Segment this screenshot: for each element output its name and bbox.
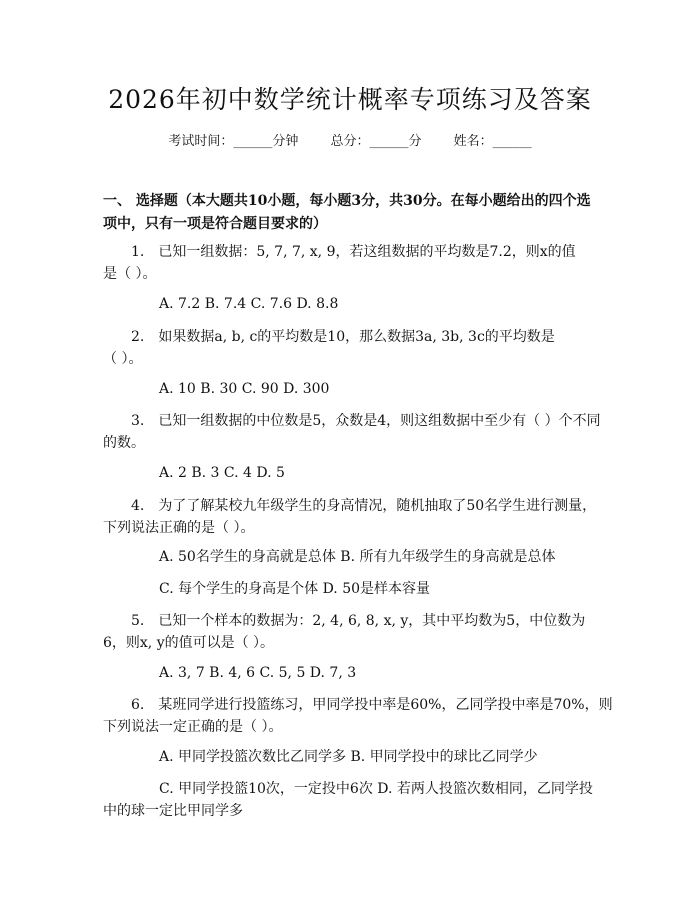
question-2-text: 2. 如果数据a, b, c的平均数是10，那么数据3a, 3b, 3c的平均数是 (131, 329, 555, 345)
question-3-text-cont: 的数。 (103, 435, 145, 451)
question-6-options-cd: C. 甲同学投篮10次，一定投中6次 D. 若两人投篮次数相同，乙同学投 (159, 781, 593, 797)
question-3-text: 3. 已知一组数据的中位数是5，众数是4，则这组数据中至少有（ ）个不同 (131, 413, 601, 429)
question-4-options-ab: A. 50名学生的身高就是总体 B. 所有九年级学生的身高就是总体 (159, 549, 556, 565)
document-title: 2026年初中数学统计概率专项练习及答案 (108, 85, 592, 114)
question-6-options-cont: 中的球一定比甲同学多 (103, 803, 243, 819)
section-heading: 一、 选择题（本大题共10小题，每小题3分，共30分。在每小题给出的四个选项中，只有一项是符合题目要求的） (103, 193, 591, 232)
student-name-field: 姓名：______ (453, 134, 532, 149)
question-5-text: 5. 已知一个样本的数据为：2, 4, 6, 8, x, y，其中平均数为5，中位数为 (131, 613, 586, 629)
question-6-text: 6. 某班同学进行投篮练习，甲同学投中率是60%，乙同学投中率是70%，则 (131, 697, 613, 713)
total-score-field: 总分：______分 (330, 134, 422, 149)
question-5-text-cont: 6，则x, y的值可以是（ ）。 (103, 635, 275, 651)
exam-time-field: 考试时间：______分钟 (168, 134, 299, 149)
question-1-text-cont: 是（ ）。 (103, 266, 157, 282)
question-5-options: A. 3, 7 B. 4, 6 C. 5, 5 D. 7, 3 (159, 665, 357, 681)
question-2-text-cont: （ ）。 (103, 351, 143, 367)
question-6-options-ab: A. 甲同学投篮次数比乙同学多 B. 甲同学投中的球比乙同学少 (159, 749, 538, 765)
question-1-options: A. 7.2 B. 7.4 C. 7.6 D. 8.8 (159, 296, 339, 312)
question-3-options: A. 2 B. 3 C. 4 D. 5 (159, 465, 285, 481)
question-4-text-cont: 下列说法正确的是（ ）。 (103, 520, 255, 536)
question-4-options-cd: C. 每个学生的身高是个体 D. 50是样本容量 (159, 581, 431, 597)
question-4-text: 4. 为了了解某校九年级学生的身高情况，随机抽取了50名学生进行测量， (131, 498, 597, 514)
exam-info-line (0, 132, 700, 152)
question-6-text-cont: 下列说法一定正确的是（ ）。 (103, 719, 283, 735)
question-1-text: 1. 已知一组数据：5, 7, 7, x, 9，若这组数据的平均数是7.2，则x的值 (131, 244, 576, 260)
question-2-options: A. 10 B. 30 C. 90 D. 300 (159, 381, 330, 397)
